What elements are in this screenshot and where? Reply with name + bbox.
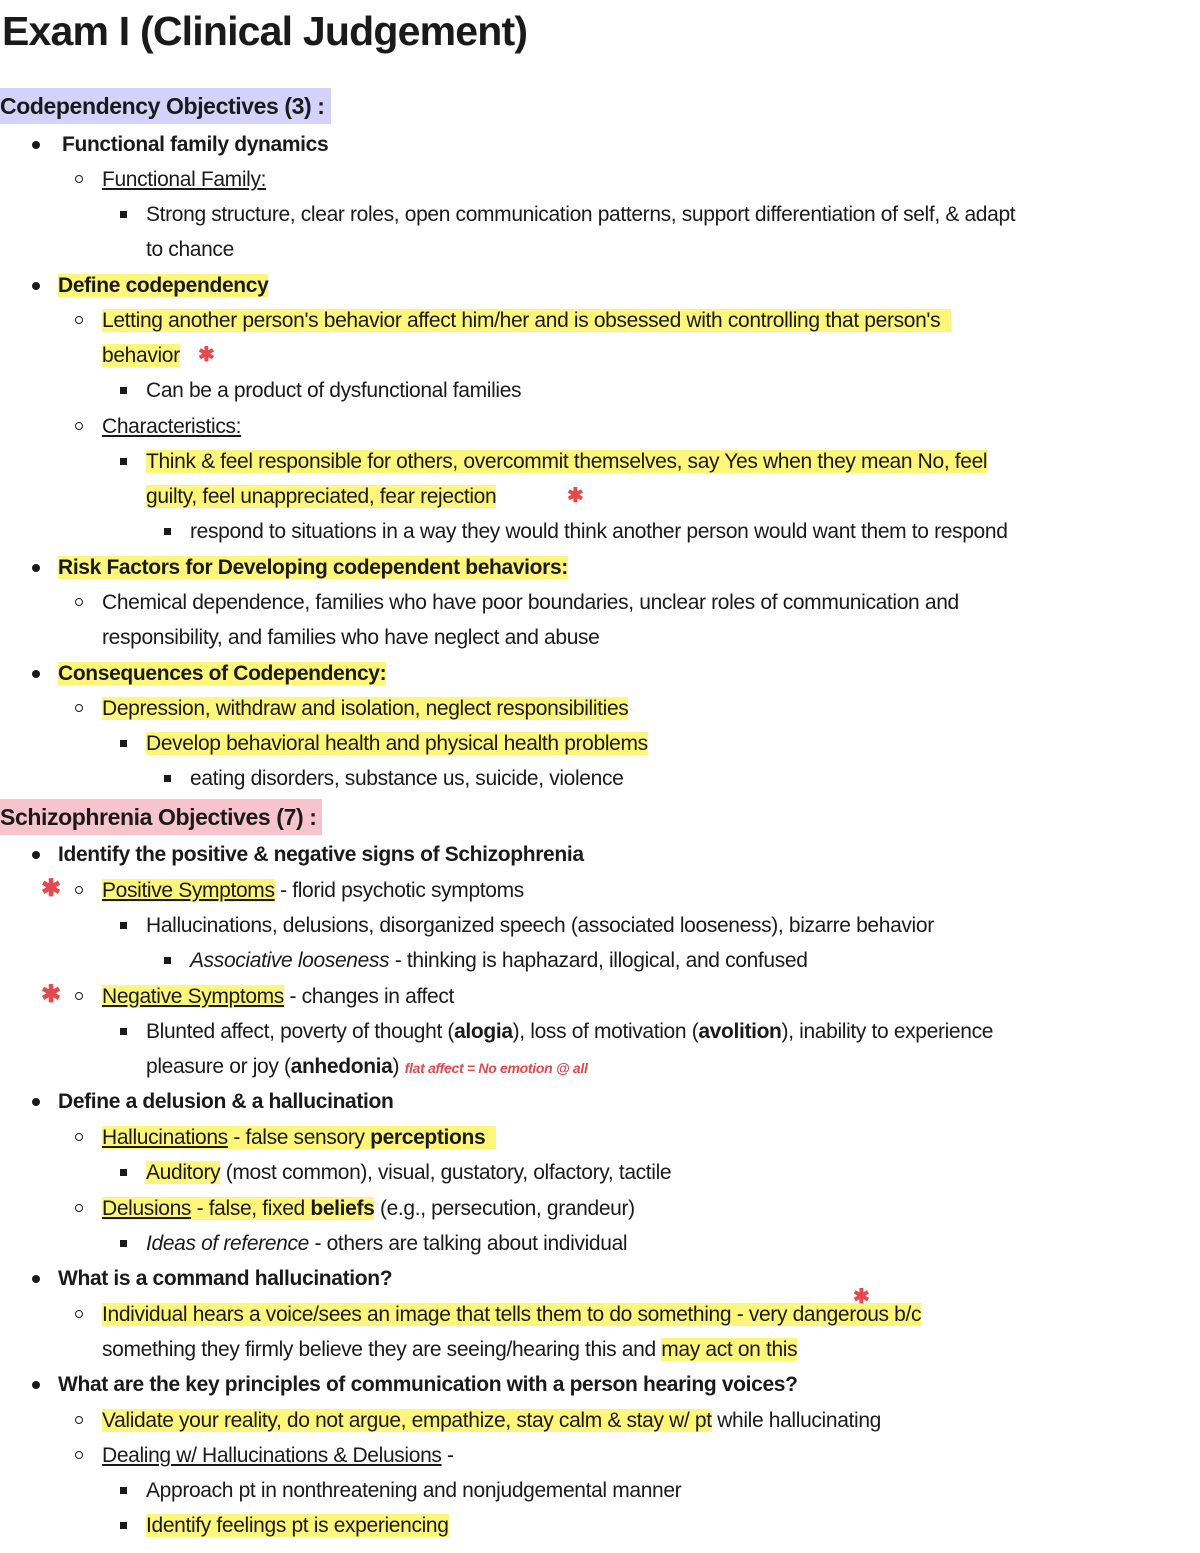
list-item-respond: respond to situations in a way they would think another person would want them to respond	[190, 520, 1008, 543]
bullet-square	[164, 775, 171, 782]
list-item-functional-dynamics: Functional family dynamics	[62, 133, 329, 156]
highlighted-text: Depression, withdraw and isolation, neglect responsibilities	[102, 697, 629, 720]
bullet-circle	[75, 1451, 83, 1459]
bullet-circle	[75, 1204, 83, 1212]
list-item-functional-desc-1: Strong structure, clear roles, open communication patterns, support differentiation of self, & adapt	[146, 203, 1016, 226]
bullet-circle	[75, 1310, 83, 1318]
list-item-risk-desc-1: Chemical dependence, families who have poor boundaries, unclear roles of communication and	[102, 591, 959, 614]
highlighted-text: Develop behavioral health and physical health problems	[146, 732, 648, 755]
red-star-scribble-icon: ✱	[853, 1286, 870, 1308]
bullet-square	[120, 387, 127, 394]
bullet-square	[120, 1169, 127, 1176]
list-item-auditory: Auditory (most common), visual, gustatory, olfactory, tactile	[146, 1161, 672, 1184]
list-item-define-delusion: Define a delusion & a hallucination	[58, 1090, 394, 1113]
list-item-associative-looseness: Associative looseness - thinking is haphazard, illogical, and confused	[190, 949, 808, 972]
red-star-scribble-icon: ✱	[198, 344, 215, 366]
list-item-eating: eating disorders, substance us, suicide, violence	[190, 767, 624, 790]
bullet-disc	[32, 851, 40, 859]
list-item-neg-desc-2: pleasure or joy (anhedonia) flat affect = No emotion @ all	[146, 1055, 588, 1078]
list-item-hallucinations: Hallucinations - false sensory perceptions	[102, 1120, 496, 1155]
list-item-characteristics: Characteristics:	[102, 415, 242, 438]
bullet-disc	[32, 141, 40, 149]
bullet-square	[120, 1028, 127, 1035]
list-item-functional-desc-2: to chance	[146, 238, 234, 261]
bullet-circle	[75, 992, 83, 1000]
bullet-circle	[75, 704, 83, 712]
list-item-neg-desc-1: Blunted affect, poverty of thought (alogia), loss of motivation (avolition), inability to experience	[146, 1020, 994, 1043]
list-item-delusions: Delusions - false, fixed beliefs (e.g., persecution, grandeur)	[102, 1197, 635, 1220]
highlighted-text: Negative Symptoms	[102, 985, 284, 1008]
list-item-risk-desc-2: responsibility, and families who have neglect and abuse	[102, 626, 600, 649]
bullet-square	[120, 458, 127, 465]
list-item-char-desc-2	[146, 479, 496, 514]
highlighted-text: Consequences of Codependency:	[58, 662, 387, 685]
highlighted-text: Letting another person's behavior affect him/her and is obsessed with controlling that person's	[102, 309, 941, 332]
list-item-develop	[146, 726, 648, 761]
bullet-disc	[32, 564, 40, 572]
highlighted-text: Define codependency	[58, 274, 269, 297]
list-item-command-desc-2: something they firmly believe they are seeing/hearing this and may act on this	[102, 1338, 798, 1361]
bullet-square	[164, 528, 171, 535]
page-title: Exam I (Clinical Judgement)	[2, 8, 528, 54]
list-item-define-desc-2	[102, 338, 180, 373]
bullet-square	[120, 1522, 127, 1529]
bullet-circle	[75, 1416, 83, 1424]
list-item-product: Can be a product of dysfunctional families	[146, 379, 522, 402]
handwritten-note: flat affect = No emotion @ all	[404, 1060, 588, 1076]
list-item-functional-family: Functional Family:	[102, 168, 267, 191]
bullet-square	[120, 740, 127, 747]
bullet-square	[120, 211, 127, 218]
bullet-square	[120, 1240, 127, 1247]
list-item-cons-desc	[102, 691, 628, 726]
list-item-identify-signs: Identify the positive & negative signs of Schizophrenia	[58, 843, 584, 866]
highlighted-text: behavior	[102, 344, 180, 367]
bullet-circle	[75, 598, 83, 606]
list-item-ideas-of-reference: Ideas of reference - others are talking about individual	[146, 1232, 628, 1255]
highlighted-text: Risk Factors for Developing codependent behaviors:	[58, 556, 568, 579]
list-item-positive-symptoms: Positive Symptoms - florid psychotic symptoms	[102, 879, 524, 902]
highlighted-text: Positive Symptoms	[102, 879, 275, 902]
bullet-square	[164, 957, 171, 964]
bullet-disc	[32, 1098, 40, 1106]
list-item-command-desc-1: Individual hears a voice/sees an image that tells them to do something - very dangerous b/c	[102, 1303, 922, 1326]
red-star-scribble-icon: ✱	[567, 485, 584, 507]
bullet-square	[120, 922, 127, 929]
red-star-scribble-icon: ✱	[41, 981, 62, 1008]
section-heading-codependency: Codependency Objectives (3) :	[0, 88, 331, 124]
list-item-negative-symptoms: Negative Symptoms - changes in affect	[102, 985, 455, 1008]
highlighted-text: Think & feel responsible for others, overcommit themselves, say Yes when they mean No, feel	[146, 450, 988, 473]
list-item-define-desc-1	[102, 303, 951, 338]
bullet-disc	[32, 1381, 40, 1389]
bullet-disc	[32, 282, 40, 290]
bullet-circle	[75, 1133, 83, 1141]
list-item-char-desc-1	[146, 444, 987, 479]
list-item-pos-desc: Hallucinations, delusions, disorganized speech (associated looseness), bizarre behavior	[146, 914, 934, 937]
bullet-circle	[75, 316, 83, 324]
list-item-identify-feelings: Identify feelings pt is experiencing	[146, 1514, 449, 1537]
bullet-circle	[75, 886, 83, 894]
list-item-consequences	[58, 656, 386, 691]
list-item-define-codependency	[58, 268, 268, 303]
bullet-square	[120, 1487, 127, 1494]
bullet-circle	[75, 422, 83, 430]
list-item-communication-principles: What are the key principles of communication with a person hearing voices?	[58, 1373, 798, 1396]
bullet-disc	[32, 1275, 40, 1283]
bullet-disc	[32, 670, 40, 678]
list-item-validate: Validate your reality, do not argue, empathize, stay calm & stay w/ pt while hallucinating	[102, 1409, 881, 1432]
red-star-scribble-icon: ✱	[41, 875, 62, 902]
list-item-command-hallucination: What is a command hallucination?	[58, 1267, 393, 1290]
highlighted-text: guilty, feel unappreciated, fear rejection	[146, 485, 497, 508]
bullet-circle	[75, 175, 83, 183]
list-item-approach: Approach pt in nonthreatening and nonjudgemental manner	[146, 1479, 682, 1502]
list-item-dealing: Dealing w/ Hallucinations & Delusions -	[102, 1444, 454, 1467]
section-heading-schizophrenia: Schizophrenia Objectives (7) :	[0, 799, 322, 835]
list-item-risk-factors	[58, 550, 568, 585]
